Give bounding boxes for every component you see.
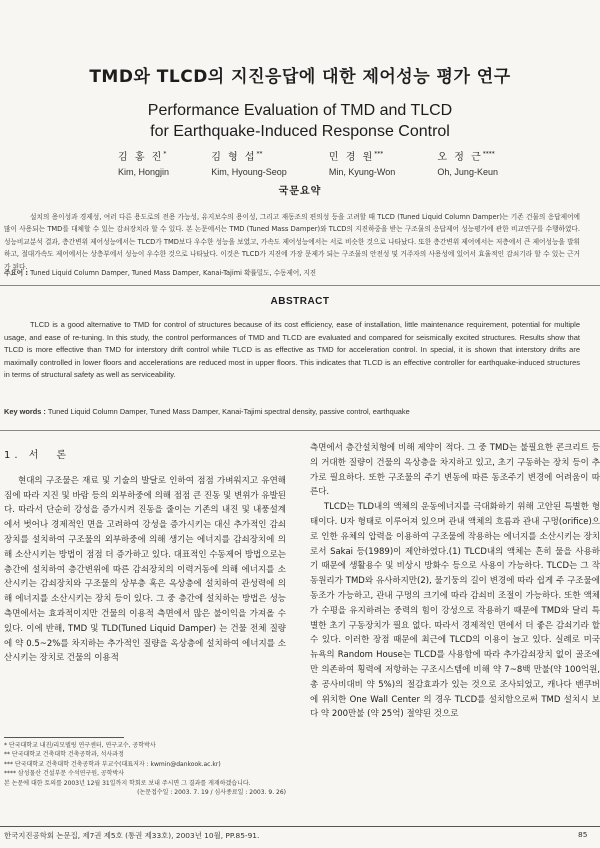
keywords-english [4,407,580,416]
author-name-ko: 김 홍 진 [118,152,164,163]
keywords-korean-label: 주요어 : [4,269,29,277]
abstract-english-body: TLCD is a good alternative to TMD for control of structures because of its cost efficiency, ease of installation, little maintenance requirement, potential for multiple usage, and ease of re-tuning. In this study, the control performances of TMD and TLCD are evaluated and compared for seismically excited structures. Results show that TLCD is more effective than TMD for interstory drift control while TLCD is as effective as TMD for acceleration control. In special, it is shown that interstory drifts are maximally controlled in lower floors and accelerations are reduced most in upper floors. This indicates that TLCD is an effective controller for earthquake-induced structures in terms of structural safety as well as serviceability. [4,320,580,380]
author-name-en: Oh, Jung-Keun [437,167,498,177]
author-list [118,148,498,177]
journal-citation-footer: 한국지진공학회 논문집, 제7권 제5호 (통권 제33호), 2003년 10월, PP.85-91. [4,831,260,840]
author [329,148,395,177]
title-english-line2: for Earthquake-Induced Response Control [150,123,450,140]
footnote-divider [4,737,124,738]
section-heading-introduction: 1. 서 론 [4,450,71,461]
abstract-korean-body: 설치의 용이성과 경제성, 여러 다른 용도로의 전용 가능성, 유지보수의 용이성, 그리고 재동조의 편의성 등을 고려할 때 TLCD (Tuned Liquid Column Damper)는 기존 건물의 응답제어에 많이 사용되는 TMD를 대체할 수 있는 감쇠장치라 할 수 있다. 본 논문에서는 TMD (Tuned Mass Damper)와 TLCD의 지진하중을 받는 구조물의 응답제어 성능평가에 관한 비교연구를 수행하였다. 성능비교분석 결과, 층간변위 제어성능에서는 TLCD가 TMD보다 우수한 성능을 보였고, 가속도 제어성능에서는 서로 비슷한 것으로 나타났다. 또한 층간변위 제어에서는 저층에서 큰 제어성능을 발휘하고, 절대가속도 제어에서는 상층부에서 성능이 우수한 것으로 나타났다. 이것은 TLCD가 지진에 가장 문제가 되는 구조물의 안전성 및 거주자의 사용성에 있어서 효율적인 감쇠기라 할 수 있는 근거가 된다. [4,213,580,271]
paragraph: TLCD는 TLD내의 액체의 운동에너지를 극대화하기 위해 고안된 특별한 형태이다. U자 형태로 이루어져 있으며 관내 액체의 흐름과 관내 구멍(orifice)으로 인한 유체의 압력을 이용하여 구조물에 작용하는 에너지를 소산시키는 장치로서 Sakai 등(1989)이 제안하였다.(1) TLCD내의 액체는 흔히 물을 사용하기 때문에 생활용수 및 비상시 방화수 등으로 사용이 가능하다. TLCD는 그 작동원리가 TMD와 유사하지만(2), 물기둥의 길이 변경에 따라 쉽게 주 구조물에 동조가 가능하고, 관내 구멍의 크기에 따라 감쇠비 조절이 가능하다. 또한 액체가 수평을 유지하려는 중력의 힘이 강성으로 작용하기 때문에 TMD와 달리 특별한 초기 구동장치가 필요 없다. 따라서 경제적인 면에서 더 좋은 감쇠기라 할 수 있다. 이러한 장점 때문에 최근에 TLCD의 이용이 늘고 있다. 실례로 미국 뉴욕의 Random House는 TLCD를 사용함에 따라 추가감쇠장치 없이 골조에만 의존하여 횡력에 저항하는 구조시스템에 비해 약 7~8백 만불(약 100억원, 총 공사비대비 약 5%)의 절감효과가 있는 것으로 조사되었고, 캐나다 밴쿠버에 위치한 One Wall Center 의 경우 TLCD를 설치함으로써 TMD 설치시 보다 약 200만불 (약 25억) 절약된 것으로 [310,502,600,720]
author-mark: * [163,150,167,158]
author-name-ko: 오 정 근 [437,152,483,163]
keywords-english-text: Tuned Liquid Column Damper, Tuned Mass Damper, Kanai-Tajimi spectral density, passive control, earthquake [47,407,410,416]
author-name-ko: 민 경 원 [328,152,375,163]
author [118,148,169,177]
keywords-korean [4,267,580,277]
abstract-english-heading: ABSTRACT [270,296,330,307]
footnote: 본 논문에 대한 토의를 2003년 12월 31일까지 학회로 보내 주시면 그 결과를 게재하겠습니다. [4,779,251,787]
footnotes [4,741,286,797]
divider [0,430,600,431]
footnote: **** 삼성물산 건설부문 수석연구원, 공학박사 [4,770,125,778]
keywords-english-label: Key words : [4,407,46,416]
title-english [0,100,600,142]
title-korean: TMD와 TLCD의 지진응답에 대한 제어성능 평가 연구 [89,67,511,87]
footnote: (논문접수일 : 2003. 7. 19 / 심사종료일 : 2003. 9. 26) [137,789,286,797]
author [437,148,498,177]
footer-divider [0,826,600,827]
keywords-korean-text: Tuned Liquid Column Damper, Tuned Mass Damper, Kanai-Tajimi 확률밀도, 수동제어, 지진 [30,269,317,277]
author-name-en: Min, Kyung-Won [328,167,396,177]
page-number: 85 [578,830,588,839]
author-name-en: Kim, Hyoung-Seop [211,167,287,177]
body-column-left [4,441,286,666]
author-name-en: Kim, Hongjin [118,167,170,177]
author-name-ko: 김 형 섭 [211,152,257,163]
divider [0,285,600,286]
author [211,148,287,177]
paragraph: 현대의 구조물은 재료 및 기술의 발달로 인하여 점점 가벼워지고 유연해 짐에 따라 지진 및 바람 등의 외부하중에 의해 점점 큰 진동 및 변위가 유발된다. 따라서 단순히 강성을 증가시켜 진동을 줄이는 기존의 내진 및 내풍설계에서 벗어나 경제적인 면을 고려하여 강성을 증가시키는 대신 추가적인 감쇠장치를 설치하여 구조물의 외부하중에 의해 생기는 에너지를 감쇠장치에 의해 소산시키는 방법이 점점 더 증가하고 있다. 대표적인 수동제어 방법으로는 층간에 설치하여 층간변위에 따른 감쇠장치의 이력거동에 의해 에너지를 소산시키는 감쇠장치와 구조물의 상부층 혹은 옥상층에 설치하여 관성력에 의해 에너지를 소산시키는 장치 등이 있다. 그 중 층간에 설치하는 방법은 성능측면에서는 효과적이지만 건물의 이용적 측면에서 많은 불이익을 가져올 수 있다. 이에 반해, TMD 및 TLD(Tuned Liquid Damper) 는 건물 전체 질량에 약 0.5~2%를 차지하는 추가적인 질량을 옥상층에 설치하여 에너지를 소산시키는 장치로 건물의 이용적 [4,475,286,664]
footnote: *** 단국대학교 건축대학 건축공학과 부교수(대표저자 : kwmin@dankook.ac.kr) [4,760,221,768]
author-mark: **** [482,150,495,158]
abstract-korean-heading: 국문요약 [278,186,322,197]
author-mark: ** [256,150,263,158]
footnote: * 단국대학교 내진/리모델링 연구센터, 연구교수, 공학박사 [4,742,156,749]
body-column-right [310,441,600,722]
paragraph: 측면에서 층간설치형에 비해 제약이 적다. 그 중 TMD는 불필요한 콘크리트 등의 거대한 질량이 건물의 옥상층을 차지하고 있고, 초기 구동하는 장치 등이 추가로 필요하다. 또한 구조물의 주기 변동에 따른 동조주기 변경에 어려움이 따른다. [310,443,600,498]
author-mark: *** [374,150,384,158]
footnote: ** 단국대학교 건축대학 건축공학과, 석사과정 [4,751,124,759]
title-english-line1: Performance Evaluation of TMD and TLCD [147,102,453,119]
